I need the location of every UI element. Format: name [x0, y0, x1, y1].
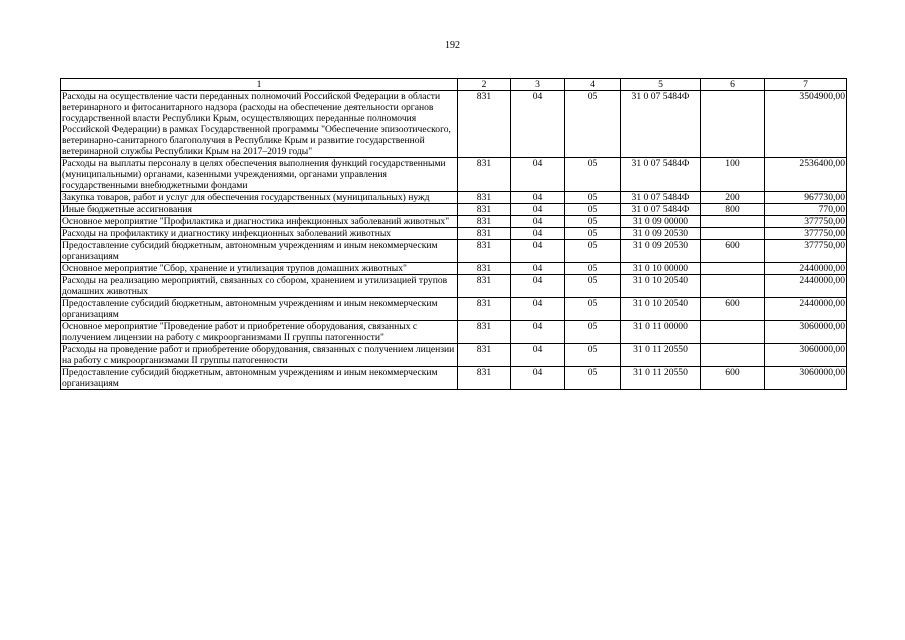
col-2-cell: 831	[458, 344, 511, 367]
col-2-cell: 831	[458, 91, 511, 158]
col-6-cell: 600	[701, 240, 765, 263]
col-2-cell: 831	[458, 158, 511, 192]
row-description: Основное мероприятие "Проведение работ и приобретение оборудования, связанных с получением лицензии на работу с микроорганизмами II группы патогенности"	[61, 321, 458, 344]
col-6-cell: 100	[701, 158, 765, 192]
col-3-cell: 04	[511, 367, 565, 390]
col-2-cell: 831	[458, 192, 511, 204]
col-6-cell: 600	[701, 367, 765, 390]
col-3-cell: 04	[511, 158, 565, 192]
col-2-cell: 831	[458, 263, 511, 275]
col-2-cell: 831	[458, 216, 511, 228]
col-4-cell: 05	[565, 321, 621, 344]
col-7-amount: 377750,00	[765, 228, 847, 240]
col-6-cell	[701, 321, 765, 344]
row-description: Расходы на проведение работ и приобретение оборудования, связанных с получением лицензии на работу с микроорганизмами II группы патогенности	[61, 344, 458, 367]
col-2-cell: 831	[458, 204, 511, 216]
row-description: Основное мероприятие "Сбор, хранение и утилизация трупов домашних животных"	[61, 263, 458, 275]
col-7-amount: 967730,00	[765, 192, 847, 204]
col-4-cell: 05	[565, 192, 621, 204]
row-description: Расходы на осуществление части переданных полномочий Российской Федерации в области ветеринарного и фитосанитарного надзора (расходы на обеспечение деятельности органов государственной власти Республики Крым, осуществляющих переданные полномочия Российской Федерации) в рамках Государственной программы "Обеспечение эпизоотического, ветеринарно-санитарного благополучия в Республике Крым и развитие государственной ветеринарной службы Республики Крым на 2017–2019 годы"	[61, 91, 458, 158]
col-5-cell: 31 0 10 20540	[621, 298, 701, 321]
row-description: Основное мероприятие "Профилактика и диагностика инфекционных заболеваний животных"	[61, 216, 458, 228]
col-7-amount: 3060000,00	[765, 344, 847, 367]
row-description: Предоставление субсидий бюджетным, автономным учреждениям и иным некоммерческим организациям	[61, 240, 458, 263]
col-3-cell: 04	[511, 275, 565, 298]
column-header: 1	[61, 79, 458, 91]
col-3-cell: 04	[511, 298, 565, 321]
table-row	[61, 216, 847, 228]
table-row	[61, 344, 847, 367]
col-5-cell: 31 0 11 20550	[621, 344, 701, 367]
col-4-cell: 05	[565, 367, 621, 390]
col-4-cell: 05	[565, 344, 621, 367]
col-7-amount: 377750,00	[765, 216, 847, 228]
column-header: 7	[765, 79, 847, 91]
table-row	[61, 367, 847, 390]
row-description: Иные бюджетные ассигнования	[61, 204, 458, 216]
col-5-cell: 31 0 09 00000	[621, 216, 701, 228]
table-row	[61, 204, 847, 216]
col-3-cell: 04	[511, 192, 565, 204]
col-3-cell: 04	[511, 91, 565, 158]
column-header: 3	[511, 79, 565, 91]
row-description: Предоставление субсидий бюджетным, автономным учреждениям и иным некоммерческим организациям	[61, 367, 458, 390]
column-header: 2	[458, 79, 511, 91]
col-4-cell: 05	[565, 216, 621, 228]
col-7-amount: 770,00	[765, 204, 847, 216]
table-row	[61, 321, 847, 344]
col-6-cell	[701, 263, 765, 275]
table-header-row	[61, 79, 847, 91]
table-row	[61, 298, 847, 321]
col-4-cell: 05	[565, 91, 621, 158]
col-7-amount: 2536400,00	[765, 158, 847, 192]
col-5-cell: 31 0 07 5484Ф	[621, 192, 701, 204]
col-5-cell: 31 0 07 5484Ф	[621, 91, 701, 158]
col-4-cell: 05	[565, 298, 621, 321]
col-3-cell: 04	[511, 263, 565, 275]
col-2-cell: 831	[458, 321, 511, 344]
table-row	[61, 228, 847, 240]
column-header: 4	[565, 79, 621, 91]
col-6-cell	[701, 228, 765, 240]
col-2-cell: 831	[458, 228, 511, 240]
col-3-cell: 04	[511, 228, 565, 240]
col-7-amount: 2440000,00	[765, 263, 847, 275]
budget-table	[60, 78, 847, 390]
col-6-cell: 200	[701, 192, 765, 204]
row-description: Расходы на профилактику и диагностику инфекционных заболеваний животных	[61, 228, 458, 240]
column-header: 5	[621, 79, 701, 91]
row-description: Расходы на реализацию мероприятий, связанных со сбором, хранением и утилизацией трупов домашних животных	[61, 275, 458, 298]
col-3-cell: 04	[511, 344, 565, 367]
col-5-cell: 31 0 10 00000	[621, 263, 701, 275]
col-4-cell: 05	[565, 228, 621, 240]
col-7-amount: 3504900,00	[765, 91, 847, 158]
col-4-cell: 05	[565, 204, 621, 216]
col-5-cell: 31 0 11 00000	[621, 321, 701, 344]
table-row	[61, 91, 847, 158]
table-row	[61, 275, 847, 298]
col-5-cell: 31 0 07 5484Ф	[621, 204, 701, 216]
table-row	[61, 240, 847, 263]
col-4-cell: 05	[565, 240, 621, 263]
col-6-cell	[701, 91, 765, 158]
table-row	[61, 158, 847, 192]
col-7-amount: 3060000,00	[765, 367, 847, 390]
col-3-cell: 04	[511, 240, 565, 263]
col-5-cell: 31 0 11 20550	[621, 367, 701, 390]
col-3-cell: 04	[511, 204, 565, 216]
col-6-cell: 800	[701, 204, 765, 216]
row-description: Предоставление субсидий бюджетным, автономным учреждениям и иным некоммерческим организациям	[61, 298, 458, 321]
col-4-cell: 05	[565, 263, 621, 275]
col-7-amount: 3060000,00	[765, 321, 847, 344]
table-row	[61, 263, 847, 275]
col-2-cell: 831	[458, 367, 511, 390]
col-5-cell: 31 0 10 20540	[621, 275, 701, 298]
col-6-cell	[701, 216, 765, 228]
table-row	[61, 192, 847, 204]
row-description: Закупка товаров, работ и услуг для обеспечения государственных (муниципальных) нужд	[61, 192, 458, 204]
col-6-cell	[701, 344, 765, 367]
page-number: 192	[445, 40, 460, 51]
col-7-amount: 2440000,00	[765, 275, 847, 298]
column-header: 6	[701, 79, 765, 91]
col-3-cell: 04	[511, 321, 565, 344]
col-5-cell: 31 0 07 5484Ф	[621, 158, 701, 192]
col-2-cell: 831	[458, 275, 511, 298]
row-description: Расходы на выплаты персоналу в целях обеспечения выполнения функций государственными (муниципальными) органами, казенными учреждениями, органами управления государственными внебюджетными фондами	[61, 158, 458, 192]
col-6-cell	[701, 275, 765, 298]
col-2-cell: 831	[458, 298, 511, 321]
col-7-amount: 2440000,00	[765, 298, 847, 321]
col-4-cell: 05	[565, 275, 621, 298]
col-5-cell: 31 0 09 20530	[621, 228, 701, 240]
col-2-cell: 831	[458, 240, 511, 263]
col-5-cell: 31 0 09 20530	[621, 240, 701, 263]
col-3-cell: 04	[511, 216, 565, 228]
col-6-cell: 600	[701, 298, 765, 321]
col-7-amount: 377750,00	[765, 240, 847, 263]
col-4-cell: 05	[565, 158, 621, 192]
